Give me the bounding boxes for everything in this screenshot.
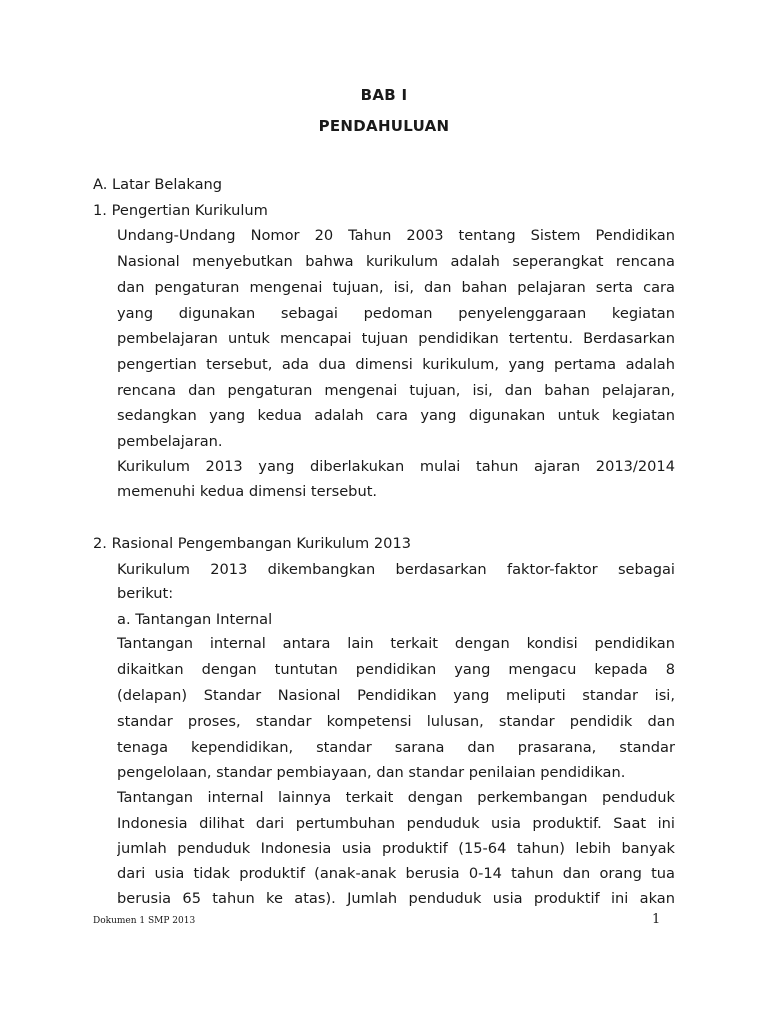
para5-line: dari usia tidak produktif (anak-anak berusia 0-14 tahun dan orang tua xyxy=(117,865,675,882)
section-heading-a: A. Latar Belakang xyxy=(93,176,223,193)
para5-line: Indonesia dilihat dari pertumbuhan penduduk usia produktif. Saat ini xyxy=(117,815,675,832)
para3-last-line: berikut: xyxy=(117,585,174,602)
subheading-a: a. Tantangan Internal xyxy=(117,611,273,628)
para4-last-line: pengelolaan, standar pembiayaan, dan standar penilaian pendidikan. xyxy=(117,764,626,781)
para1-line: dan pengaturan mengenai tujuan, isi, dan bahan pelajaran serta cara xyxy=(117,279,675,296)
para4-line: tenaga kependidikan, standar sarana dan prasarana, standar xyxy=(117,739,675,756)
chapter-number: BAB I xyxy=(360,86,408,104)
para2-last-line: memenuhi kedua dimensi tersebut. xyxy=(117,483,378,500)
para1-line: rencana dan pengaturan mengenai tujuan, isi, dan bahan pelajaran, xyxy=(117,382,675,399)
para4-line: Tantangan internal antara lain terkait dengan kondisi pendidikan xyxy=(117,635,675,652)
para1-line: Undang-Undang Nomor 20 Tahun 2003 tentang Sistem Pendidikan xyxy=(117,227,675,244)
para5-line: jumlah penduduk Indonesia usia produktif (15-64 tahun) lebih banyak xyxy=(117,840,675,857)
para4-line: dikaitkan dengan tuntutan pendidikan yang mengacu kepada 8 xyxy=(117,661,675,678)
chapter-title: PENDAHULUAN xyxy=(318,117,450,135)
para1-line: yang digunakan sebagai pedoman penyelenggaraan kegiatan xyxy=(117,305,675,322)
para1-line: pembelajaran untuk mencapai tujuan pendidikan tertentu. Berdasarkan xyxy=(117,330,675,347)
para1-last-line: pembelajaran. xyxy=(117,433,223,450)
para5-line: berusia 65 tahun ke atas). Jumlah penduduk usia produktif ini akan xyxy=(117,890,675,907)
para4-line: (delapan) Standar Nasional Pendidikan yang meliputi standar isi, xyxy=(117,687,675,704)
footer-document-label: Dokumen 1 SMP 2013 xyxy=(93,916,196,926)
para4-line: standar proses, standar kompetensi lulusan, standar pendidik dan xyxy=(117,713,675,730)
item-1-title: 1. Pengertian Kurikulum xyxy=(93,202,268,219)
para3-line: Kurikulum 2013 dikembangkan berdasarkan faktor-faktor sebagai xyxy=(117,561,675,578)
page-number: 1 xyxy=(652,912,661,927)
para1-line: pengertian tersebut, ada dua dimensi kurikulum, yang pertama adalah xyxy=(117,356,675,373)
para1-line: Nasional menyebutkan bahwa kurikulum adalah seperangkat rencana xyxy=(117,253,675,270)
para1-line: sedangkan yang kedua adalah cara yang digunakan untuk kegiatan xyxy=(117,407,675,424)
para5-line: Tantangan internal lainnya terkait dengan perkembangan penduduk xyxy=(117,789,675,806)
item-2-title: 2. Rasional Pengembangan Kurikulum 2013 xyxy=(93,535,412,552)
para2-line: Kurikulum 2013 yang diberlakukan mulai tahun ajaran 2013/2014 xyxy=(117,458,675,475)
